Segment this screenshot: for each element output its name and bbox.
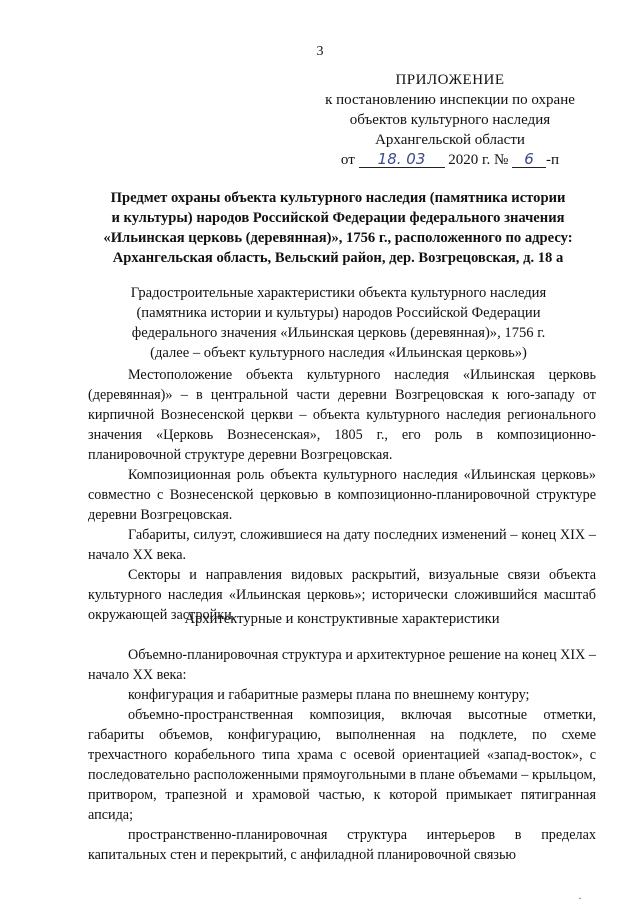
scan-mark: · xyxy=(578,891,582,905)
appendix-line: Архангельской области xyxy=(375,132,525,148)
paragraph: Композиционная роль объекта культурного наследия «Ильинская церковь» совместно с Вознесенской церковью в композиционно-планировочной структуре деревни Возгрецовская. xyxy=(88,467,596,523)
subtitle-line: (далее – объект культурного наследия «Ильинская церковь») xyxy=(150,345,527,361)
appendix-line: к постановлению инспекции по охране xyxy=(325,92,575,108)
subtitle-line: (памятника истории и культуры) народов Российской Федерации xyxy=(136,305,541,321)
resolution-date-line xyxy=(300,150,600,170)
page-number: 3 xyxy=(316,44,324,59)
section-subtitle xyxy=(96,283,581,363)
number-suffix: -п xyxy=(546,152,560,168)
paragraph: Секторы и направления видовых раскрытий, визуальные связи объекта культурного наследия «Ильинская церковь»; исторически сложившийся масштаб окружающей застройки. xyxy=(88,567,596,623)
appendix-line: объектов культурного наследия xyxy=(349,112,551,128)
paragraph: Объемно-планировочная структура и архитектурное решение на конец XIX – начало XX века: xyxy=(88,647,596,683)
year-number-label: 2020 г. № xyxy=(448,152,509,168)
paragraph: Местоположение объекта культурного наследия «Ильинская церковь (деревянная)» – в центральной части деревни Возгрецовская к юго-западу от кирпичной Вознесенской церкви – объекта культурного наследия регионального значения «Церковь Вознесенская», 1805 г., его роль в композиционно-планировочной структуре деревни Возгрецовская. xyxy=(88,367,596,463)
urban-characteristics-body xyxy=(88,365,596,625)
title-line: Предмет охраны объекта культурного наследия (памятника истории xyxy=(110,190,566,206)
subtitle-line: федерального значения «Ильинская церковь (деревянная)», 1756 г. xyxy=(131,325,546,341)
title-line: «Ильинская церковь (деревянная)», 1756 г., расположенного по адресу: xyxy=(103,230,573,246)
paragraph: Габариты, силуэт, сложившиеся на дату последних изменений – конец XIX – начало XX века. xyxy=(88,527,596,563)
date-prefix: от xyxy=(340,152,355,168)
handwritten-number: 6 xyxy=(512,151,546,168)
document-title xyxy=(88,188,588,268)
paragraph: объемно-пространственная композиция, включая высотные отметки, габариты объемов, конфигурацию, выполненная на подклете, по схеме трехчастного корабельного типа храма с осевой ориентацией «запад-восток», с последовательно расположенными прямоугольными в плане объемами – крыльцом, притвором, трапезной и храмовой частью, к которой примыкает пятигранная апсида; xyxy=(88,707,596,823)
title-line: и культуры) народов Российской Федерации федерального значения xyxy=(111,210,565,226)
appendix-header xyxy=(300,70,600,170)
subtitle-line: Градостроительные характеристики объекта культурного наследия xyxy=(130,285,547,301)
appendix-heading: ПРИЛОЖЕНИЕ xyxy=(395,72,505,88)
architecture-body xyxy=(88,645,596,865)
paragraph: пространственно-планировочная структура интерьеров в пределах капитальных стен и перекрытий, с анфиладной планировочной связью xyxy=(88,827,596,863)
architecture-heading: Архитектурные и конструктивные характеристики xyxy=(184,611,500,627)
title-line: Архангельская область, Вельский район, дер. Возгрецовская, д. 18 а xyxy=(112,250,564,266)
paragraph: конфигурация и габаритные размеры плана по внешнему контуру; xyxy=(128,687,530,703)
handwritten-date: 18. 03 xyxy=(359,151,445,168)
